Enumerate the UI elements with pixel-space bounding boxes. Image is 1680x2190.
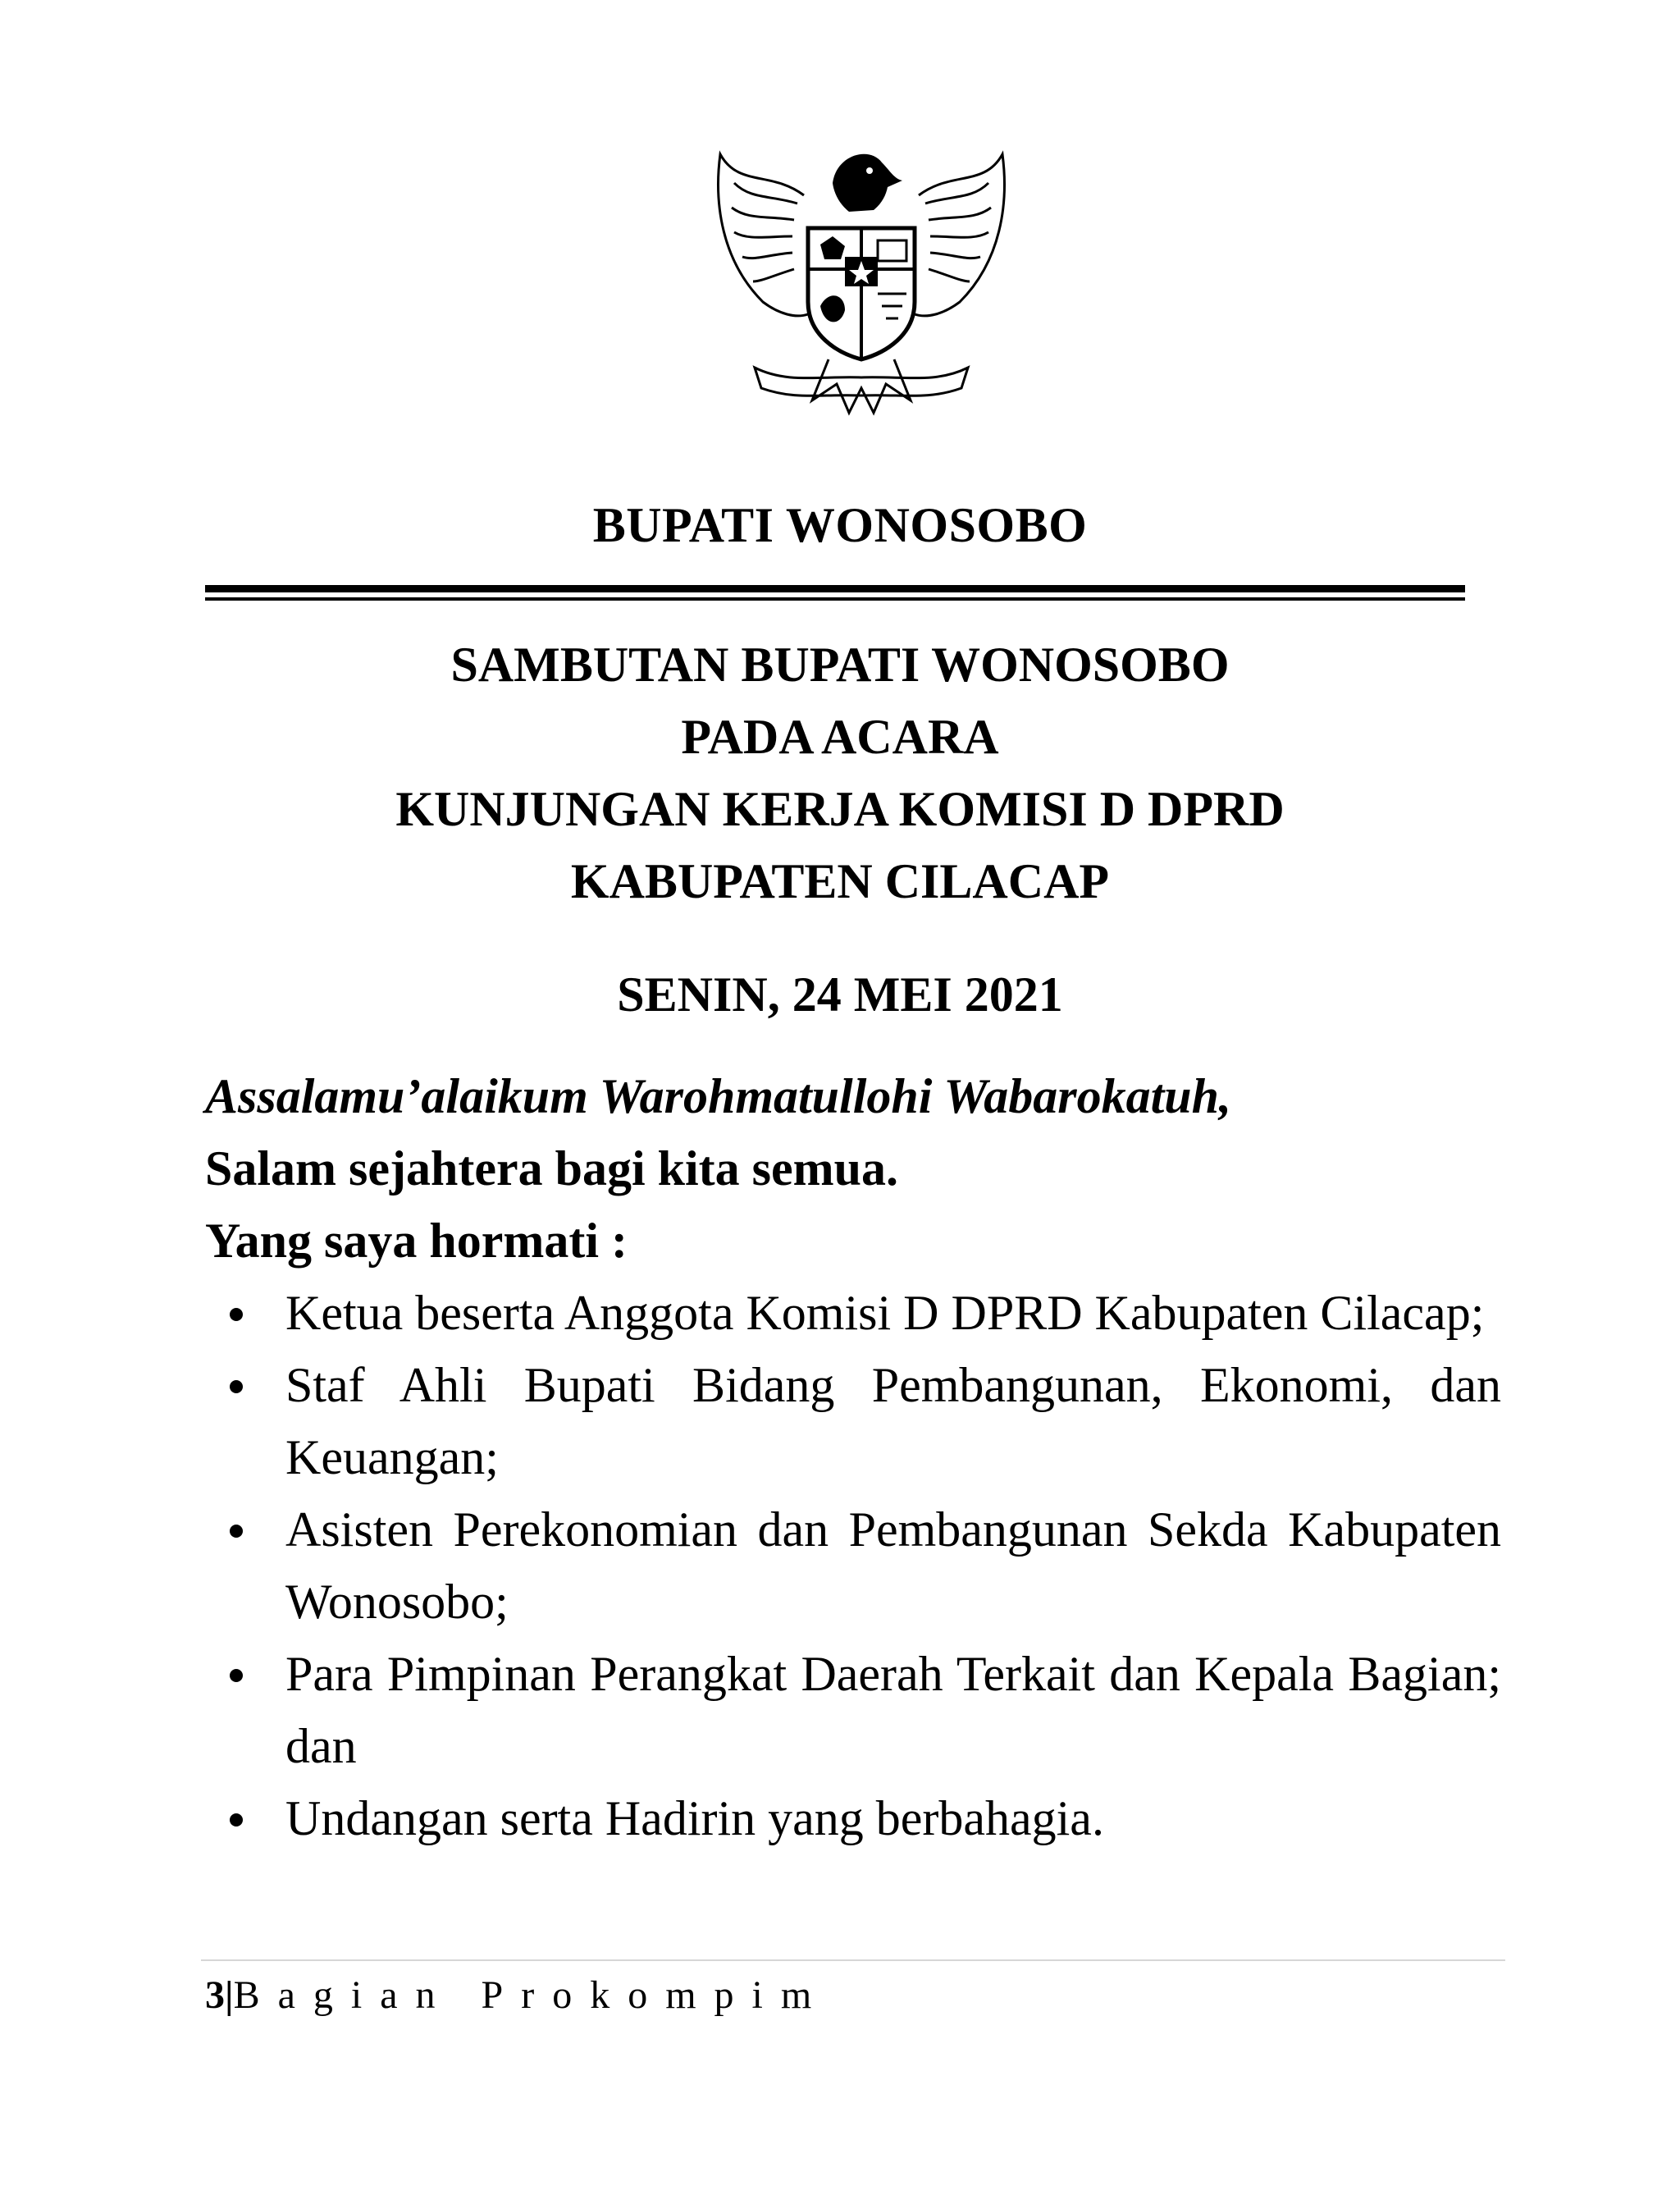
honoree-text: Undangan serta Hadirin yang berbahagia. — [285, 1791, 1104, 1845]
respect-intro: Yang saya hormati : — [205, 1214, 628, 1268]
page-footer — [205, 1971, 829, 2020]
honoree-text: Staf Ahli Bupati Bidang Pembangunan, Ekonomi, dan Keuangan; — [285, 1358, 1501, 1484]
title-line: KUNJUNGAN KERJA KOMISI D DPRD — [395, 782, 1285, 836]
header-divider-thick — [205, 585, 1465, 592]
greeting: Assalamu’alaikum Warohmatullohi Wabarokatuh, — [205, 1069, 1231, 1123]
footer-section: Bagian Prokompim — [233, 1973, 830, 2017]
honoree-text: Asisten Perekonomian dan Pembangunan Sekda Kabupaten Wonosobo; — [285, 1502, 1501, 1629]
list-item — [205, 1349, 1501, 1493]
honoree-text: Ketua beserta Anggota Komisi D DPRD Kabupaten Cilacap; — [285, 1286, 1485, 1340]
bullet-icon — [230, 1813, 243, 1827]
salutation: Salam sejahtera bagi kita semua. — [205, 1141, 898, 1196]
title-line: PADA ACARA — [681, 710, 999, 764]
document-title — [0, 629, 1680, 917]
bullet-icon — [230, 1525, 243, 1538]
garuda-emblem-icon — [705, 138, 1017, 450]
title-line: SAMBUTAN BUPATI WONOSOBO — [450, 638, 1230, 692]
honoree-list — [205, 1277, 1501, 1854]
bullet-icon — [230, 1669, 243, 1682]
speech-body — [205, 1060, 1501, 1854]
document-date: SENIN, 24 MEI 2021 — [617, 967, 1063, 1022]
list-item — [205, 1782, 1501, 1854]
footer-separator: | — [225, 1973, 234, 2017]
title-line: KABUPATEN CILACAP — [570, 854, 1110, 908]
page-number: 3 — [205, 1973, 225, 2017]
list-item — [205, 1493, 1501, 1638]
bullet-icon — [230, 1308, 243, 1321]
list-item — [205, 1638, 1501, 1782]
honoree-text: Para Pimpinan Perangkat Daerah Terkait dan Kepala Bagian; dan — [285, 1647, 1501, 1773]
header-title: BUPATI WONOSOBO — [592, 498, 1088, 552]
footer-divider — [201, 1959, 1505, 1961]
list-item — [205, 1277, 1501, 1349]
header-divider-thin — [205, 597, 1465, 601]
bullet-icon — [230, 1380, 243, 1393]
